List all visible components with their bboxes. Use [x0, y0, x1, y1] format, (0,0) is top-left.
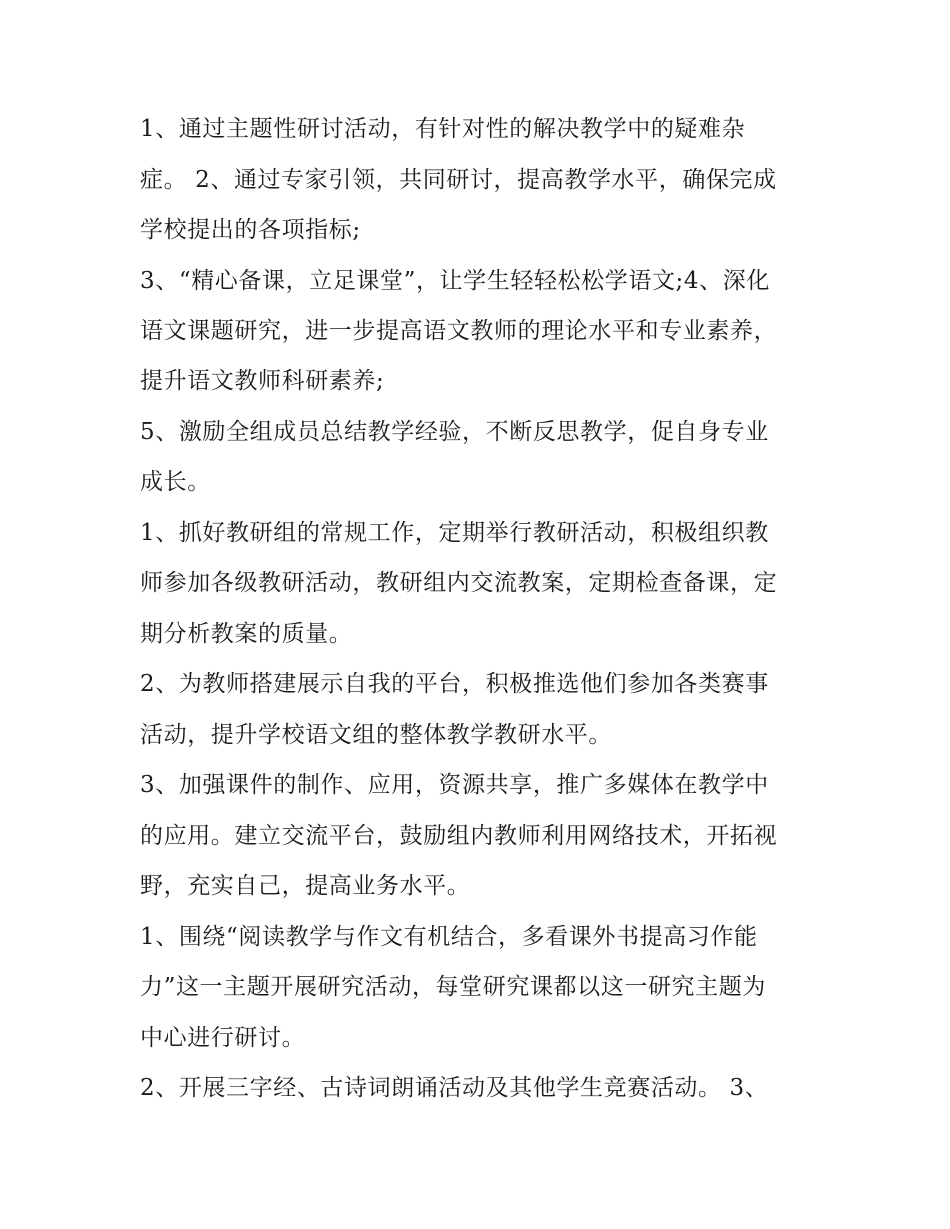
text-line: 提升语文教师科研素养;	[140, 368, 385, 394]
text-line: 期分析教案的质量。	[140, 621, 353, 647]
text-line: 语文课题研究，进一步提高语文教师的理论水平和专业素养，	[140, 318, 778, 344]
text-line: 1、通过主题性研讨活动，有针对性的解决教学中的疑难杂	[140, 116, 746, 142]
text-line: 5、激励全组成员总结教学经验，不断反思教学，促自身专业	[140, 419, 769, 445]
text-line: 症。 2、通过专家引领，共同研讨，提高教学水平，确保完成	[140, 167, 777, 193]
text-line: 3、加强课件的制作、应用，资源共享，推广多媒体在教学中	[140, 772, 769, 798]
text-line: 活动，提升学校语文组的整体教学教研水平。	[140, 722, 612, 748]
text-line: 野，充实自己，提高业务水平。	[140, 873, 471, 899]
text-line: 中心进行研讨。	[140, 1025, 306, 1051]
text-line: 2、为教师搭建展示自我的平台，积极推选他们参加各类赛事	[140, 671, 769, 697]
text-line: 学校提出的各项指标;	[140, 217, 361, 243]
text-line: 师参加各级教研活动，教研组内交流教案，定期检查备课，定	[140, 570, 778, 596]
text-line: 的应用。建立交流平台，鼓励组内教师利用网络技术，开拓视	[140, 823, 778, 849]
text-line: 成长。	[140, 469, 211, 495]
text-line: 力”这一主题开展研究活动，每堂研究课都以这一研究主题为	[140, 974, 766, 1000]
text-line: 2、开展三字经、古诗词朗诵活动及其他学生竞赛活动。 3、	[140, 1075, 769, 1101]
text-line: 1、抓好教研组的常规工作，定期举行教研活动，积极组织教	[140, 520, 769, 546]
text-line: 3、“精心备课，立足课堂”，让学生轻轻松松学语文;4、深化	[140, 268, 770, 294]
text-line: 1、围绕“阅读教学与作文有机结合，多看课外书提高习作能	[140, 924, 758, 950]
